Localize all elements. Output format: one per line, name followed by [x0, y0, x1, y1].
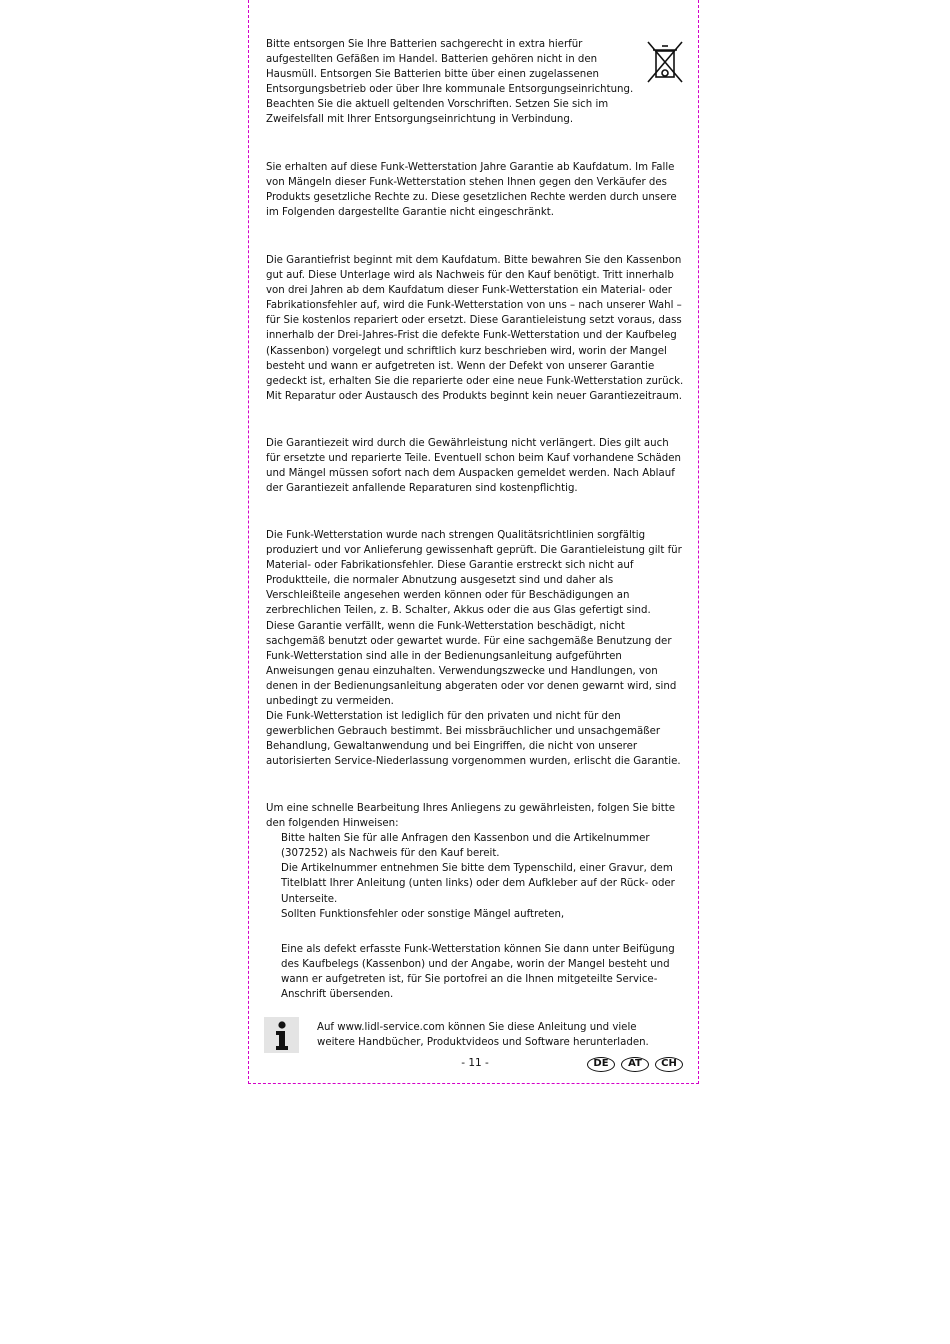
send-in-paragraph: Eine als defekt erfasste Funk-Wetterstation können Sie dann unter Beifügung des Kaufbelegs (Kassenbon) und der Angabe, worin der Mangel besteht und wann er aufgetreten ist, für Sie portofrei an die Ihnen mitgeteilte Service-Anschrift übersenden.	[281, 944, 675, 1001]
page-number: - 11 -	[461, 1057, 489, 1069]
process-intro: Um eine schnelle Bearbeitung Ihres Anliegens zu gewährleisten, folgen Sie bitte den folgenden Hinweisen:	[266, 803, 675, 830]
info-icon	[264, 1017, 299, 1053]
warranty-scope-text-2: Diese Garantie verfällt, wenn die Funk-Wetterstation beschädigt, nicht sachgemäß benutzt oder gewartet wurde. Für eine sachgemäße Benutzung der Funk-Wetterstation sind alle in der Bedienungsanleitung aufgeführten Anweisungen genau einzuhalten. Verwendungszwecke und Handlungen, von denen in der Bedienungsanleitung abgeraten oder vor denen gewarnt wird, sind unbedingt zu vermeiden.	[266, 620, 677, 708]
warranty-intro-paragraph: Sie erhalten auf diese Funk-Wetterstation Jahre Garantie ab Kaufdatum. Im Falle von Mängeln dieser Funk-Wetterstation stehen Ihnen gegen den Verkäufer des Produkts gesetzliche Rechte zu. Diese gesetzlichen Rechte werden durch unsere im Folgenden dargestellte Garantie nicht eingeschränkt.	[266, 162, 677, 219]
country-badge-ch: CH	[655, 1057, 683, 1072]
country-badge-de: DE	[587, 1057, 615, 1072]
process-step: Die Artikelnummer entnehmen Sie bitte dem Typenschild, einer Gravur, dem Titelblatt Ihrer Anleitung (unten links) oder dem Aufkleber auf der Rück- oder Unterseite.	[281, 863, 675, 905]
warranty-extension-paragraph: Die Garantiezeit wird durch die Gewährleistung nicht verlängert. Dies gilt auch für ersetzte und reparierte Teile. Eventuell schon beim Kauf vorhandene Schäden und Mängel müssen sofort nach dem Auspacken gemeldet werden. Nach Ablauf der Garantiezeit anfallende Reparaturen sind kostenpflichtig.	[266, 438, 681, 495]
warranty-scope-text-3: Die Funk-Wetterstation ist lediglich für den privaten und nicht für den gewerblichen Gebrauch bestimmt. Bei missbräuchlicher und unsachgemäßer Behandlung, Gewaltanwendung und bei Eingriffen, die nicht von unserer autorisierten Service-Niederlassung vorgenommen wurden, erlischt die Garantie.	[266, 711, 681, 768]
battery-disposal-paragraph: Bitte entsorgen Sie Ihre Batterien sachgerecht in extra hierfür aufgestellten Gefäßen im Handel. Batterien gehören nicht in den Hausmüll. Entsorgen Sie Batterien bitte über einen zugelassenen Entsorgungsbetrieb oder über Ihre kommunale Entsorgungseinrichtung. Beachten Sie die aktuell geltenden Vorschriften. Setzen Sie sich im Zweifelsfall mit Ihrer Entsorgungseinrichtung in Verbindung.	[266, 39, 634, 126]
download-info-text: Auf www.lidl-service.com können Sie diese Anleitung und viele weitere Handbücher, Produktvideos und Software herunterladen.	[317, 1022, 649, 1049]
warranty-period-paragraph: Die Garantiefrist beginnt mit dem Kaufdatum. Bitte bewahren Sie den Kassenbon gut auf. Diese Unterlage wird als Nachweis für den Kauf benötigt. Tritt innerhalb von drei Jahren ab dem Kaufdatum dieser Funk-Wetterstation ein Material- oder Fabrikationsfehler auf, wird die Funk-Wetterstation von uns – nach unserer Wahl – für Sie kostenlos repariert oder ersetzt. Diese Garantieleistung setzt voraus, dass innerhalb der Drei-Jahres-Frist die defekte Funk-Wetterstation und der Kaufbeleg (Kassenbon) vorgelegt und schriftlich kurz beschrieben wird, worin der Mangel besteht und wann er aufgetreten ist. Wenn der Defekt von unserer Garantie gedeckt ist, erhalten Sie die reparierte oder eine neue Funk-Wetterstation zurück. Mit Reparatur oder Austausch des Produkts beginnt kein neuer Garantiezeitraum.	[266, 255, 684, 402]
warranty-scope-section	[266, 528, 684, 770]
country-badge-at: AT	[621, 1057, 649, 1072]
crossed-out-bin-icon	[645, 39, 685, 85]
process-step: Sollten Funktionsfehler oder sonstige Mängel auftreten,	[281, 908, 565, 920]
process-step: Bitte halten Sie für alle Anfragen den Kassenbon und die Artikelnummer (307252) als Nachweis für den Kauf bereit.	[281, 833, 650, 860]
warranty-process-section	[266, 801, 684, 922]
warranty-scope-text-1: Die Funk-Wetterstation wurde nach strengen Qualitätsrichtlinien sorgfältig produziert und vor Anlieferung gewissenhaft geprüft. Die Garantieleistung gilt für Material- oder Fabrikationsfehler. Diese Garantie erstreckt sich nicht auf Produktteile, die normaler Abnutzung ausgesetzt sind und daher als Verschleißteile angesehen werden können oder für Beschädigungen an zerbrechlichen Teilen, z. B. Schalter, Akkus oder die aus Glas gefertigt sind.	[266, 530, 682, 617]
